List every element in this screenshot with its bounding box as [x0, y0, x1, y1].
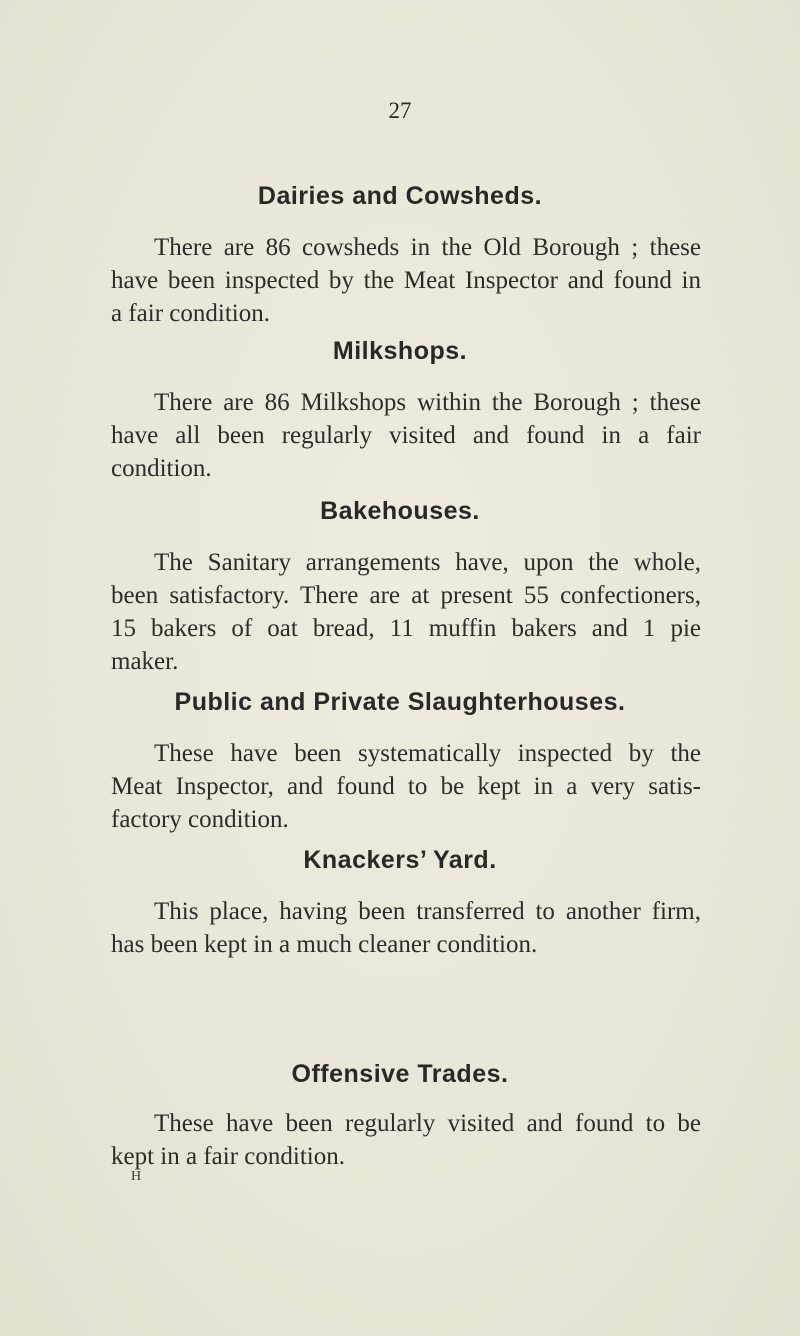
paragraph-line: condition. [111, 455, 212, 482]
paragraph-milkshops [111, 386, 701, 485]
paragraph-knackers-yard [111, 895, 701, 961]
paragraph-dairies-and-cowsheds [111, 231, 701, 330]
heading-knackers-yard: Knackers’ Yard. [303, 846, 497, 874]
paragraph-line: have all been regularly visited and found in a fair [111, 422, 701, 449]
paragraph-line: maker. [111, 648, 179, 675]
paragraph-line: The Sanitary arrangements have, upon the whole, [154, 549, 701, 576]
paragraph-line: have been inspected by the Meat Inspector and found in [111, 267, 701, 294]
heading-slaughterhouses: Public and Private Slaughterhouses. [174, 688, 626, 716]
heading-bakehouses: Bakehouses. [320, 497, 480, 525]
paragraph-line: has been kept in a much cleaner condition. [111, 931, 538, 958]
paragraph-line: factory condition. [111, 806, 289, 833]
paragraph-line: 15 bakers of oat bread, 11 muffin bakers and 1 pie [111, 615, 701, 642]
paragraph-line: These have been systematically inspected by the [154, 740, 701, 767]
heading-milkshops: Milkshops. [332, 337, 468, 365]
paragraph-line: a fair condition. [111, 300, 270, 327]
signature-mark: H [131, 1169, 142, 1184]
page-number: 27 [388, 98, 412, 123]
paragraph-line: There are 86 Milkshops within the Borough ; these [154, 389, 701, 416]
paragraph-slaughterhouses [111, 737, 701, 836]
paragraph-line: been satisfactory. There are at present 55 confectioners, [111, 582, 701, 609]
heading-offensive-trades: Offensive Trades. [291, 1060, 509, 1088]
paragraph-line: Meat Inspector, and found to be kept in a very satis- [111, 773, 701, 800]
paragraph-line: kept in a fair condition. [111, 1143, 345, 1170]
heading-dairies-and-cowsheds: Dairies and Cowsheds. [257, 182, 543, 210]
paragraph-line: There are 86 cowsheds in the Old Borough ; these [154, 234, 701, 261]
paragraph-line: These have been regularly visited and found to be [154, 1110, 701, 1137]
paragraph-bakehouses [111, 546, 701, 678]
paragraph-offensive-trades [111, 1107, 701, 1173]
paragraph-line: This place, having been transferred to another firm, [154, 898, 701, 925]
